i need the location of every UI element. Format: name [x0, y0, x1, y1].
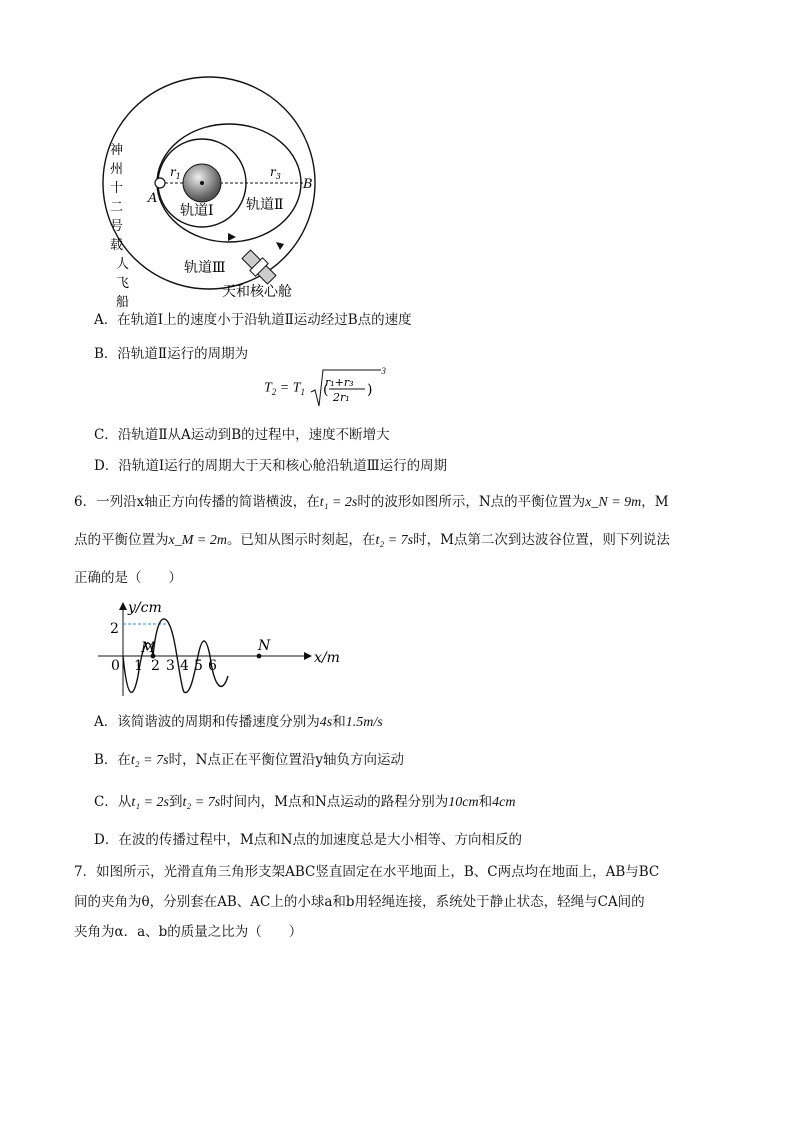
wave-ticks [111, 658, 217, 674]
label-station: 天和核心舱 [222, 284, 292, 300]
wave-figure [94, 596, 354, 700]
vertical-char: 神 [110, 143, 124, 158]
svg-text:0: 0 [111, 658, 120, 674]
label-r3: $r_3$ [270, 165, 281, 181]
svg-text:): ) [367, 382, 373, 398]
wave-M: M [141, 640, 156, 656]
vertical-label [110, 142, 129, 308]
q6-line1: 6．一列沿x轴正方向传播的简谐横波，在t₁ = 2s时的波形如图所示，N点的平衡位置为x_N = 9m，M [74, 494, 669, 510]
svg-text:5: 5 [194, 658, 203, 674]
vertical-char: 州 [110, 162, 124, 177]
q5-option-b: B．沿轨道Ⅱ运行的周期为 [94, 346, 249, 362]
q6-line2: 点的平衡位置为x_M = 2m。已知从图示时刻起，在t₂ = 7s时，M点第二次到达波谷位置，则下列说法 [74, 532, 670, 548]
q6-option-a: A．该简谐波的周期和传播速度分别为4s和1.5m/s [94, 714, 383, 730]
q7-line1: 7．如图所示，光滑直角三角形支架ABC竖直固定在水平地面上，B、C两点均在地面上，AB与BC [74, 864, 660, 880]
svg-text:2r₁: 2r₁ [333, 391, 350, 404]
wave-amp: 2 [110, 621, 119, 637]
vertical-char: 十 [110, 181, 124, 196]
svg-text:(: ( [323, 382, 329, 398]
svg-text:6: 6 [208, 658, 217, 674]
label-orbit1: 轨道Ⅰ [180, 203, 214, 219]
wave-xlabel: x/m [314, 650, 340, 666]
label-orbit3: 轨道Ⅲ [184, 260, 226, 276]
svg-text:4: 4 [180, 658, 189, 674]
q6-option-b: B．在t₂ = 7s时，N点正在平衡位置沿y轴负方向运动 [94, 752, 405, 768]
q5-option-d: D．沿轨道Ⅰ运行的周期大于天和核心舱沿轨道Ⅲ运行的周期 [94, 458, 448, 474]
svg-text:1: 1 [134, 658, 143, 674]
wave-N: N [258, 638, 271, 654]
q6-line3: 正确的是（ ） [74, 570, 182, 586]
label-r1: $r_1$ [170, 165, 181, 181]
q6-option-d: D．在波的传播过程中，M点和N点的加速度总是大小相等、方向相反的 [94, 832, 522, 848]
svg-text:2: 2 [151, 658, 160, 674]
label-A: A [148, 191, 158, 206]
vertical-char: 人 [116, 257, 130, 272]
q7-line2: 间的夹角为θ，分别套在AB、AC上的小球a和b用轻绳连接，系统处于静止状态，轻绳与CA间的 [74, 894, 645, 910]
label-orbit2: 轨道Ⅱ [246, 197, 284, 213]
vertical-char: 二 [110, 200, 124, 215]
vertical-char: 飞 [116, 276, 130, 291]
sqrt-sign [309, 366, 381, 410]
q6-option-c: C．从t₁ = 2s到t₂ = 7s时间内，M点和N点运动的路程分别为10cm和4cm [94, 794, 516, 810]
q5-formula: $T_2 = T_1$ r₁+r₃ 2r₁ ( ) $^3$ [264, 366, 386, 410]
vertical-char: 船 [116, 295, 130, 308]
q5-option-a: A．在轨道Ⅰ上的速度小于沿轨道Ⅱ运动经过B点的速度 [94, 312, 412, 328]
q5-option-c: C．沿轨道Ⅱ从A运动到B的过程中，速度不断增大 [94, 427, 390, 443]
orbit-figure [96, 74, 336, 308]
wave-ylabel: y/cm [128, 600, 162, 616]
label-B: B [303, 177, 313, 192]
vertical-char: 载 [110, 238, 124, 253]
svg-text:r₁+r₃: r₁+r₃ [325, 376, 354, 389]
svg-text:3: 3 [166, 658, 175, 674]
vertical-char: 号 [110, 219, 124, 234]
q7-line3: 夹角为α．a、b的质量之比为（ ） [74, 924, 303, 940]
